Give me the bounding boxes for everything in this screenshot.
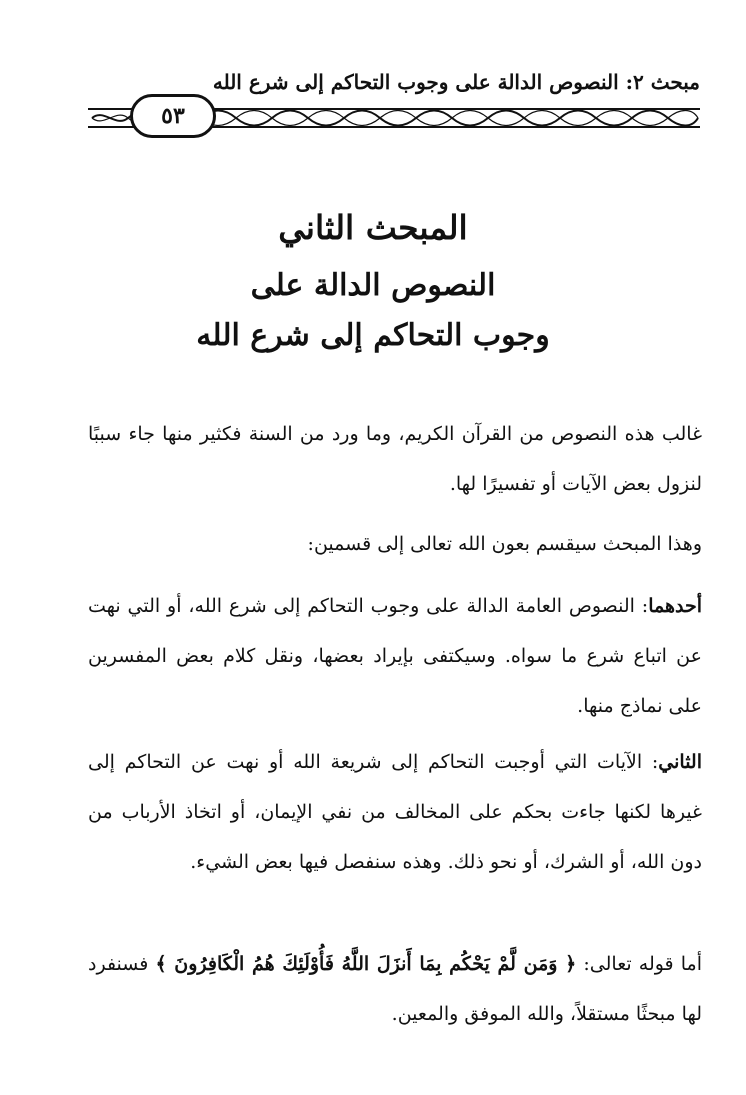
paragraph-first-part: [88, 581, 702, 731]
first-part-text: : النصوص العامة الدالة على وجوب التحاكم إلى شرع الله، أو التي نهت عن اتباع شرع ما سواه. وسيكتفى بإيراد بعضها، ونقل كلام بعض المفسرين على نماذج منها.: [88, 595, 702, 717]
paragraph-second-part: [88, 737, 702, 887]
paragraph-closing: [88, 939, 702, 1039]
closing-text-end: فسنفرد لها مبحثًا مستقلاً، والله الموفق والمعين.: [88, 953, 702, 1025]
paragraph-division: وهذا المبحث سيقسم بعون الله تعالى إلى قسمين:: [307, 533, 702, 555]
running-title: مبحث ٢: النصوص الدالة على وجوب التحاكم إلى شرع الله: [212, 70, 700, 94]
page-number-badge: ٥٣: [130, 94, 216, 138]
section-subtitle-line-2: وجوب التحاكم إلى شرع الله: [196, 318, 550, 353]
first-part-label: أحدهما: [648, 595, 702, 617]
paragraph-intro: غالب هذه النصوص من القرآن الكريم، وما ورد من السنة فكثير منها جاء سببًا لنزول بعض الآيات أو تفسيرًا لها.: [88, 423, 702, 495]
second-part-text: : الآيات التي أوجبت التحاكم إلى شريعة الله أو نهت عن التحاكم إلى غيرها لكنها جاءت بحكم على المخالف من نفي الإيمان، أو اتخاذ الأرباب من دون الله، أو الشرك، أو نحو ذلك. وهذه سنفصل فيها بعض الشيء.: [88, 751, 702, 873]
quran-verse: ﴿ وَمَن لَّمْ يَحْكُم بِمَا أَنزَلَ اللَّهُ فَأُوْلَئِكَ هُمُ الْكَافِرُونَ ﴾: [155, 953, 577, 975]
second-part-label: الثاني: [658, 751, 702, 773]
page-header: [88, 66, 700, 136]
closing-text-start: أما قوله تعالى:: [576, 953, 702, 975]
section-title: المبحث الثاني: [278, 208, 468, 247]
section-subtitle-line-1: النصوص الدالة على: [250, 268, 496, 303]
